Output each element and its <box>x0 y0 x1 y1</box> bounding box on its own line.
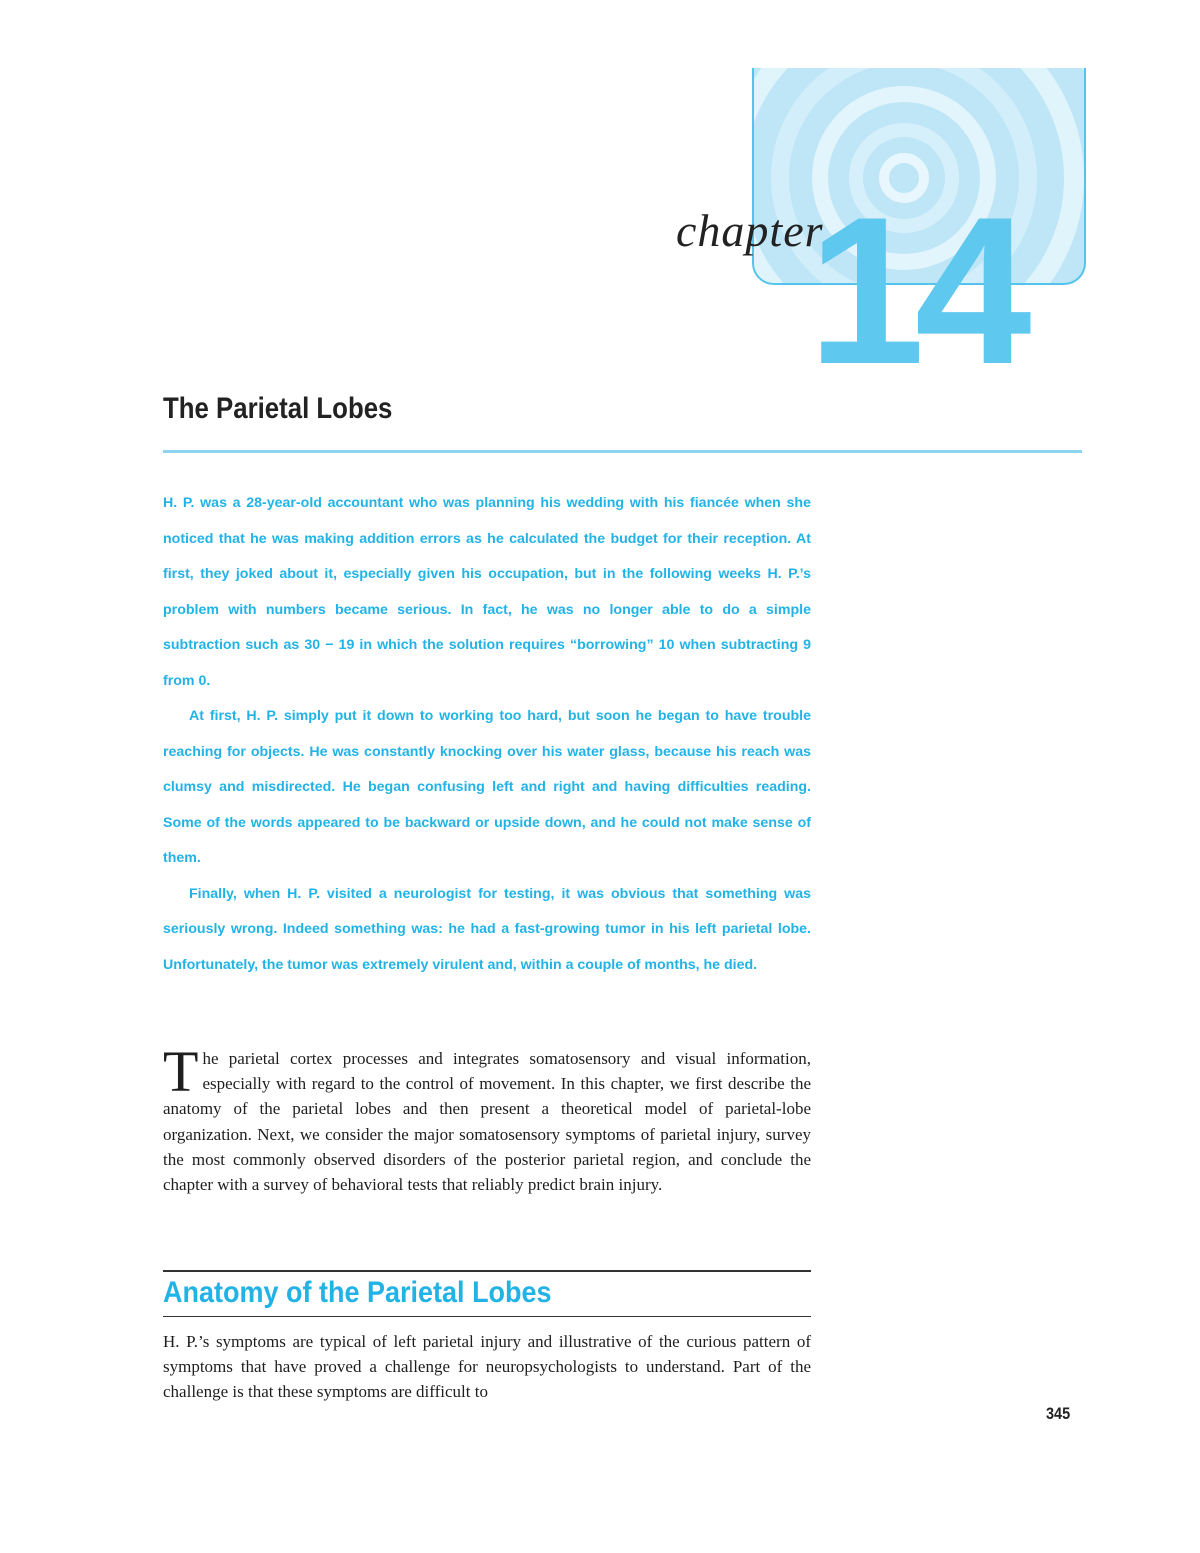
section-heading: Anatomy of the Parietal Lobes <box>163 1276 552 1309</box>
page-number: 345 <box>1046 1404 1071 1423</box>
section-rule-bottom <box>163 1316 811 1317</box>
chapter-number: 14 <box>808 173 1022 408</box>
drop-cap: T <box>163 1039 199 1104</box>
vignette-paragraph: H. P. was a 28-year-old accountant who was planning his wedding with his fiancée when she noticed that he was making addition errors as he calculated the budget for their reception. At first, they joked about it, especially given his occupation, but in the following weeks H. P.’s problem with numbers became serious. In fact, he was no longer able to do a simple subtraction such as 30 − 19 in which the solution requires “borrowing” 10 when subtracting 9 from 0. <box>163 495 811 689</box>
section-rule-top <box>163 1270 811 1272</box>
title-divider <box>163 450 1082 453</box>
intro-paragraph <box>163 1039 811 1197</box>
chapter-title: The Parietal Lobes <box>163 392 393 425</box>
body-paragraph: H. P.’s symptoms are typical of left parietal injury and illustrative of the curious pattern of symptoms that have proved a challenge for neuropsychologists to understand. Part of the challenge is that these symptoms are difficult to <box>163 1332 811 1402</box>
case-vignette <box>163 486 811 983</box>
chapter-label: chapter <box>676 205 824 256</box>
vignette-paragraph: At first, H. P. simply put it down to working too hard, but soon he began to have trouble reaching for objects. He was constantly knocking over his water glass, because his reach was clumsy and misdirected. He began confusing left and right and having difficulties reading. Some of the words appeared to be backward or upside down, and he could not make sense of them. <box>163 708 811 866</box>
vignette-paragraph: Finally, when H. P. visited a neurologist for testing, it was obvious that something was seriously wrong. Indeed something was: he had a fast-growing tumor in his left parietal lobe. Unfortunately, the tumor was extremely virulent and, within a couple of months, he died. <box>163 885 811 973</box>
intro-text: he parietal cortex processes and integrates somatosensory and visual information, especially with regard to the control of movement. In this chapter, we first describe the anatomy of the parietal lobes and then present a theoretical model of parietal-lobe organization. Next, we consider the major somatosensory symptoms of parietal injury, survey the most commonly observed disorders of the posterior parietal region, and conclude the chapter with a survey of behavioral tests that reliably predict brain injury. <box>163 1049 811 1195</box>
